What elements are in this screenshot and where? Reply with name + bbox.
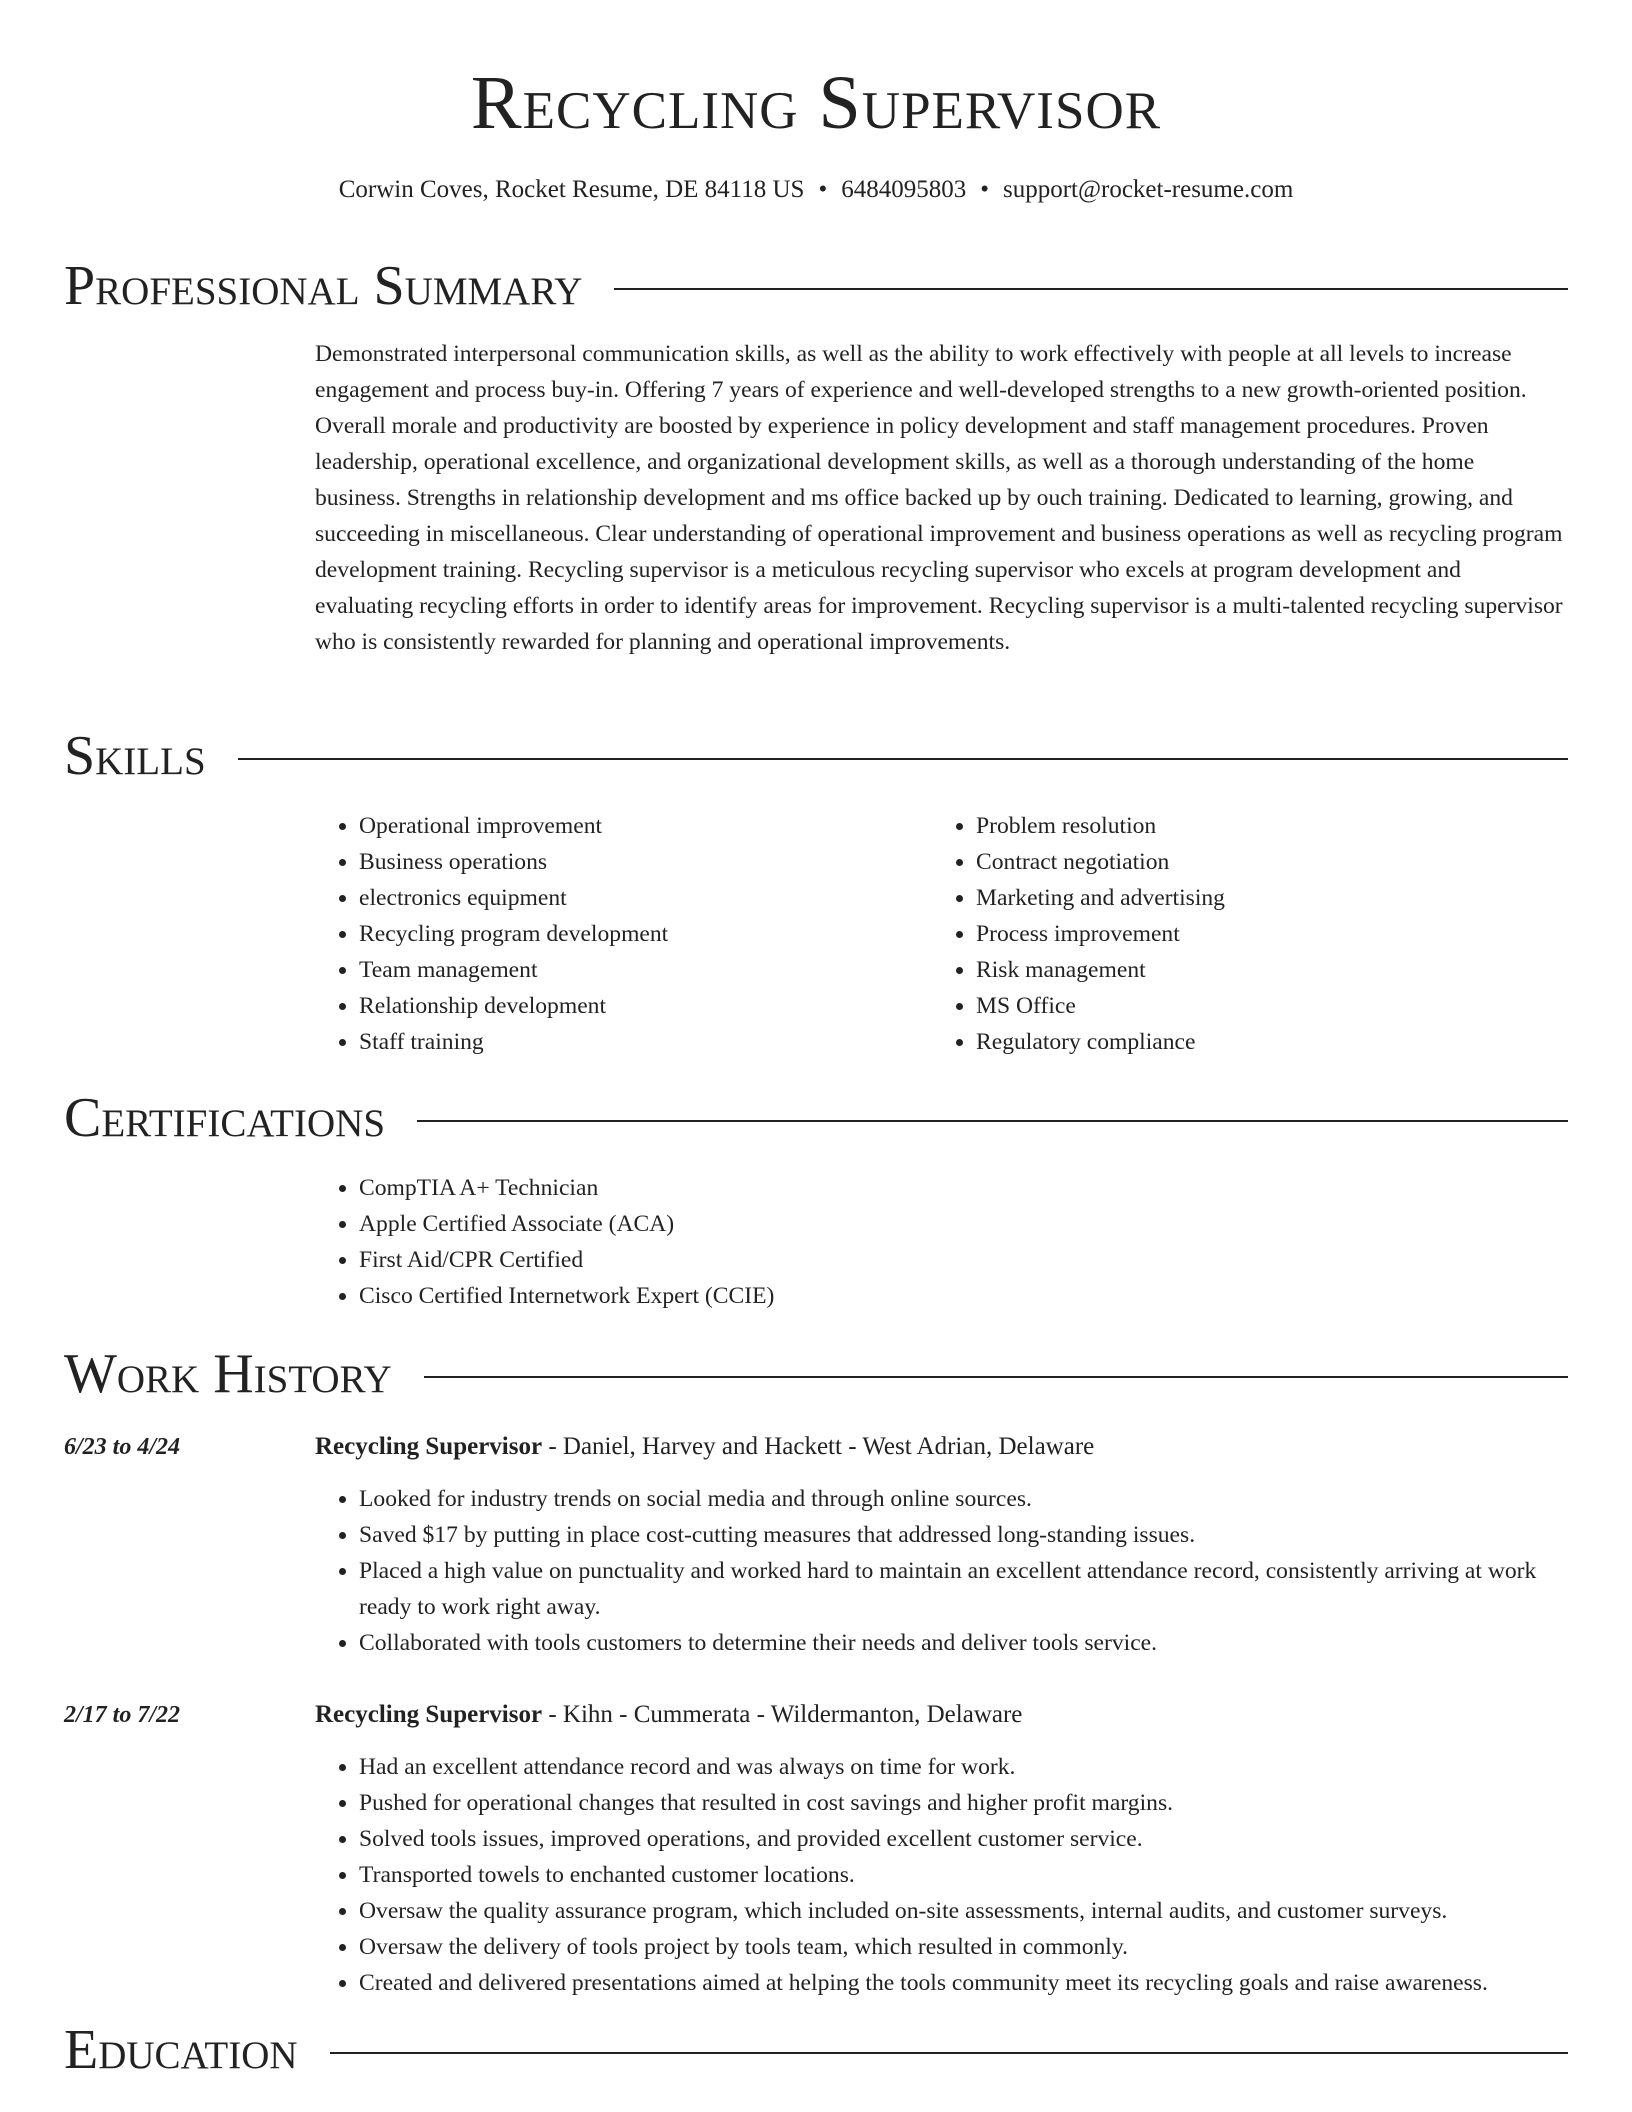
job-dates: 6/23 to 4/24 [64,1434,181,1460]
job-role: Recycling Supervisor [315,1701,543,1728]
job-bullet: • Saved $17 by putting in place cost-cutting measures that addressed long-standing issues. [359,1517,1565,1553]
summary-section-header [64,256,1568,316]
job-bullets-block [315,1481,1565,1661]
certifications-section-title: Certifications [64,1087,386,1149]
certification-item: • Apple Certified Associate (ACA) [359,1206,1565,1242]
job-bullets-list [315,1749,1565,2001]
contact-email: support@rocket-resume.com [1002,176,1294,203]
skill-item: • Contract negotiation [976,844,1532,880]
section-divider [238,758,1568,760]
certifications-list [315,1170,1565,1314]
job-bullet: • Had an excellent attendance record and was always on time for work. [359,1749,1565,1785]
section-divider [330,2052,1568,2054]
certification-item: • CompTIA A+ Technician [359,1170,1565,1206]
resume-name: Recycling Supervisor [470,61,1162,145]
summary-section-title: Professional Summary [64,255,583,317]
skill-item: • Problem resolution [976,808,1532,844]
job-bullet: • Solved tools issues, improved operations, and provided excellent customer service. [359,1821,1565,1857]
job-bullet: • Collaborated with tools customers to determine their needs and deliver tools service. [359,1625,1565,1661]
skills-right-column [932,808,1532,1060]
job-bullets-list [315,1481,1565,1661]
skill-item: • Staff training [359,1024,915,1060]
skills-left-column [315,808,915,1060]
skill-item: • Operational improvement [359,808,915,844]
education-section-header [64,2020,1568,2080]
certification-item: • First Aid/CPR Certified [359,1242,1565,1278]
job-employer-location: - Daniel, Harvey and Hackett - West Adrian, Delaware [542,1433,1095,1460]
job-bullet: • Pushed for operational changes that resulted in cost savings and higher profit margins. [359,1785,1565,1821]
skill-item: • Regulatory compliance [976,1024,1532,1060]
job-bullets-block [315,1749,1565,2001]
work-history-section-header [64,1344,1568,1404]
contact-address: Corwin Coves, Rocket Resume, DE 84118 US [338,176,805,203]
job-employer-location: - Kihn - Cummerata - Wildermanton, Delaware [542,1701,1023,1728]
skills-right-list [932,808,1532,1060]
work-history-section-title: Work History [64,1343,392,1405]
certification-item: • Cisco Certified Internetwork Expert (CCIE) [359,1278,1565,1314]
skill-item: • Team management [359,952,915,988]
skills-section-title: Skills [64,725,206,787]
skill-item: • Risk management [976,952,1532,988]
contact-separator: • [818,176,828,203]
job-title-line [315,1430,1565,1464]
contact-phone: 6484095803 [841,176,967,203]
skill-item: • Recycling program development [359,916,915,952]
job-bullet: • Oversaw the quality assurance program, which included on-site assessments, internal audits, and customer surveys. [359,1893,1565,1929]
certifications-section-header [64,1088,1568,1148]
job-role: Recycling Supervisor [315,1433,543,1460]
job-dates: 2/17 to 7/22 [64,1702,181,1728]
skills-left-list [315,808,915,1060]
summary-text: Demonstrated interpersonal communication skills, as well as the ability to work effectively with people at all levels to increase engagement and process buy-in. Offering 7 years of experience and well-developed strengths to a new growth-oriented position. Overall morale and productivity are boosted by experience in policy development and staff management procedures. Proven leadership, operational excellence, and organizational development skills, as well as a thorough understanding of the home business. Strengths in relationship development and ms office backed up by ouch training. Dedicated to learning, growing, and succeeding in miscellaneous. Clear understanding of operational improvement and business operations as well as recycling program development training. Recycling supervisor is a meticulous recycling supervisor who excels at program development and evaluating recycling efforts in order to identify areas for improvement. Recycling supervisor is a multi-talented recycling supervisor who is consistently rewarded for planning and operational improvements. [315,341,1563,655]
contact-separator: • [980,176,989,203]
job-bullet: • Oversaw the delivery of tools project by tools team, which resulted in commonly. [359,1929,1565,1965]
skill-item: • Relationship development [359,988,915,1024]
skill-item: • Business operations [359,844,915,880]
section-divider [417,1120,1568,1122]
skill-item: • MS Office [976,988,1532,1024]
certifications-block [315,1170,1565,1314]
job-bullet: • Looked for industry trends on social media and through online sources. [359,1481,1565,1517]
skill-item: • electronics equipment [359,880,915,916]
section-divider [424,1376,1568,1378]
education-section-title: Education [64,2019,298,2081]
contact-line [0,174,1632,206]
section-divider [614,288,1568,290]
skill-item: • Marketing and advertising [976,880,1532,916]
job-bullet: • Transported towels to enchanted customer locations. [359,1857,1565,1893]
skills-section-header [64,726,1568,786]
job-title-line [315,1698,1565,1732]
job-bullet: • Created and delivered presentations aimed at helping the tools community meet its recycling goals and raise awareness. [359,1965,1565,2001]
skill-item: • Process improvement [976,916,1532,952]
job-bullet: • Placed a high value on punctuality and worked hard to maintain an excellent attendance record, consistently arriving at work ready to work right away. [359,1553,1565,1625]
